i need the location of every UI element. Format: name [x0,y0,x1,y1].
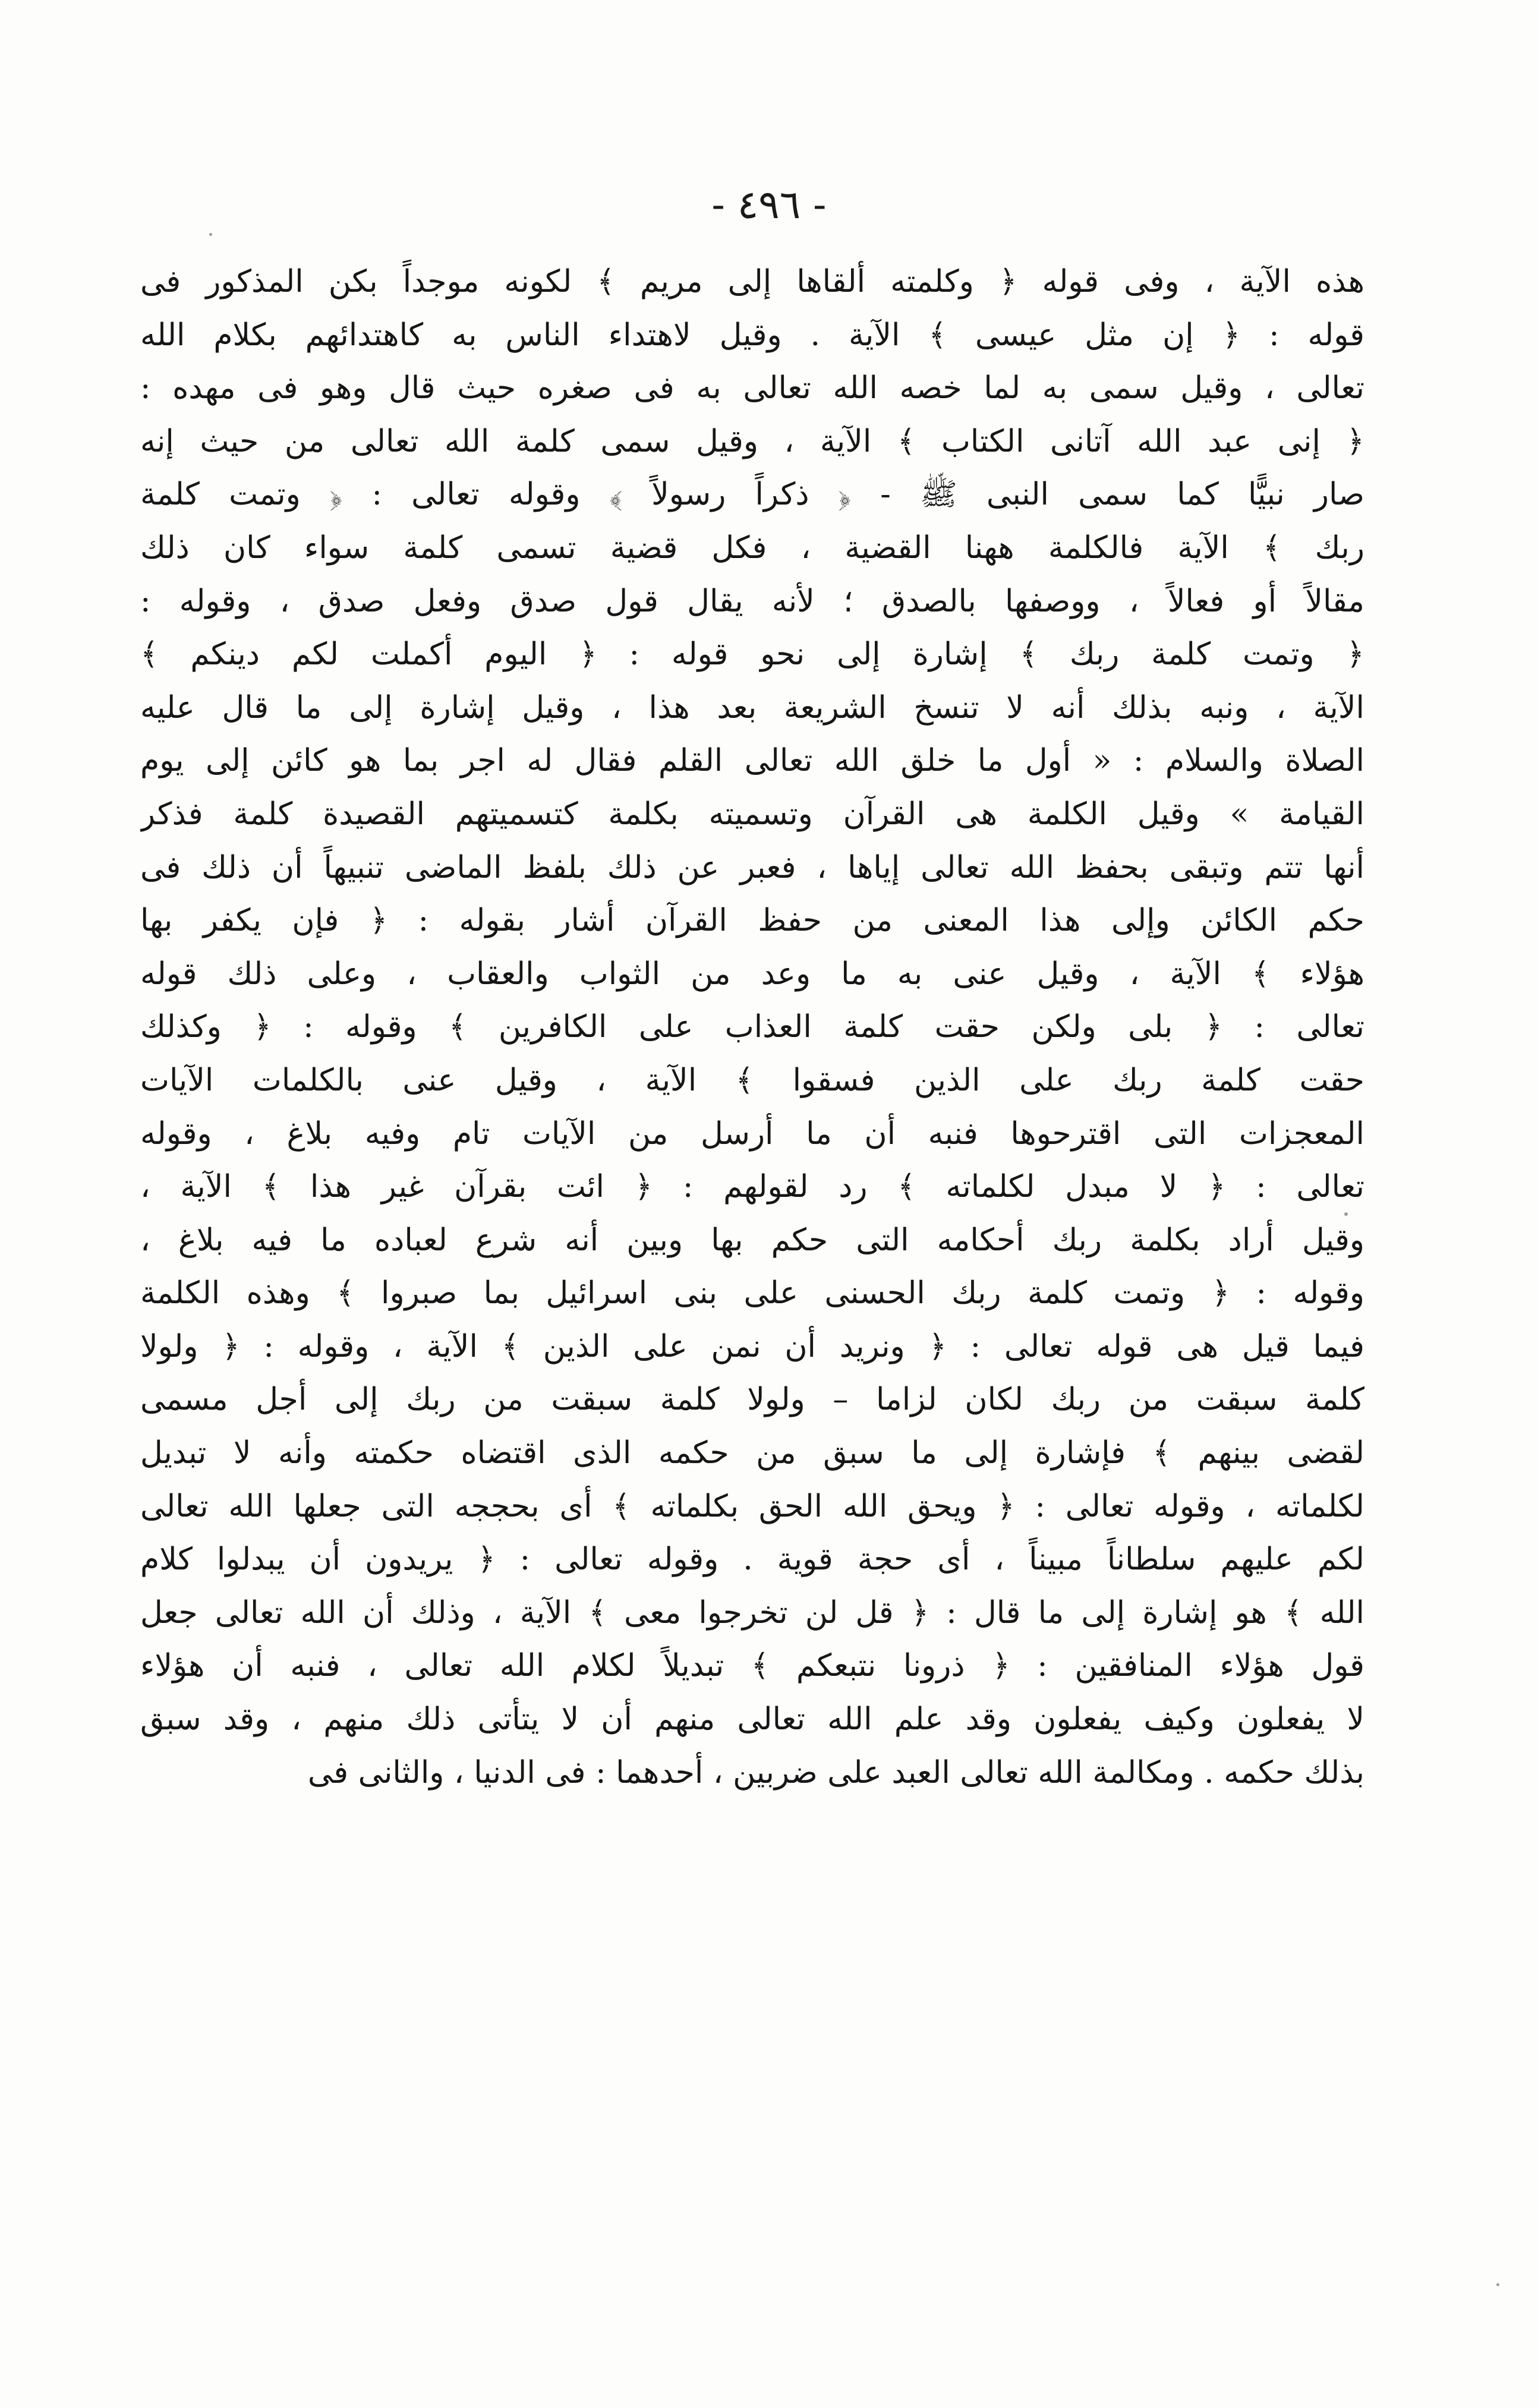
text-line: لقضى بينهم ﴾ فإشارة إلى ما سبق من حكمه الذى اقتضاه حكمته وأنه لا تبديل [140,1435,1364,1471]
text-line: ﴿ إنى عبد الله آتانى الكتاب ﴾ الآية ، وقيل سمى كلمة الله تعالى من حيث إنه [140,423,1364,459]
text-line: لكلماته ، وقوله تعالى : ﴿ ويحق الله الحق بكلماته ﴾ أى بحججه التى جعلها الله تعالى [140,1488,1364,1524]
text-line: تعالى : ﴿ بلى ولكن حقت كلمة العذاب على الكافرين ﴾ وقوله : ﴿ وكذلك [140,1009,1364,1045]
text-line: الآية ، ونبه بذلك أنه لا تنسخ الشريعة بعد هذا ، وقيل إشارة إلى ما قال عليه [140,689,1364,726]
text-line: صار نبيًّا كما سمى النبى ﷺ - ﴿ ذكراً رسولاً ﴾ وقوله تعالى : ﴿ وتمت كلمة [140,477,1364,513]
text-line: فيما قيل هى قوله تعالى : ﴿ ونريد أن نمن على الذين ﴾ الآية ، وقوله : ﴿ ولولا [140,1328,1364,1364]
text-line: ﴿ وتمت كلمة ربك ﴾ إشارة إلى نحو قوله : ﴿ اليوم أكملت لكم دينكم ﴾ [140,636,1364,673]
text-line: قوله : ﴿ إن مثل عيسى ﴾ الآية . وقيل لاهتداء الناس به كاهتدائهم بكلام الله [140,317,1364,353]
text-line: لكم عليهم سلطاناً مبيناً ، أى حجة قوية . وقوله تعالى : ﴿ يريدون أن يبدلوا كلام [140,1542,1364,1578]
text-line: الصلاة والسلام : « أول ما خلق الله تعالى القلم فقال له اجر بما هو كائن إلى يوم [140,743,1364,779]
text-line: تعالى : ﴿ لا مبدل لكلماته ﴾ رد لقولهم : ﴿ ائت بقرآن غير هذا ﴾ الآية ، [140,1169,1364,1205]
page-number: - ٤٩٦ - [711,182,827,228]
text-line: القيامة » وقيل الكلمة هى القرآن وتسميته بكلمة كتسميتهم القصيدة كلمة فذكر [140,796,1364,832]
text-line: قول هؤلاء المنافقين : ﴿ ذرونا نتبعكم ﴾ تبديلاً لكلام الله تعالى ، فنبه أن هؤلاء [140,1648,1364,1684]
text-line: المعجزات التى اقترحوها فنبه أن ما أرسل من الآيات تام وفيه بلاغ ، وقوله [140,1115,1364,1152]
scan-speck [1344,1212,1348,1216]
text-line: وقيل أراد بكلمة ربك أحكامه التى حكم بها وبين أنه شرع لعباده ما فيه بلاغ ، [140,1222,1364,1258]
text-line: الله ﴾ هو إشارة إلى ما قال : ﴿ قل لن تخرجوا معى ﴾ الآية ، وذلك أن الله تعالى جعل [140,1594,1364,1631]
text-line: هؤلاء ﴾ الآية ، وقيل عنى به ما وعد من الثواب والعقاب ، وعلى ذلك قوله [140,956,1364,992]
text-line: حقت كلمة ربك على الذين فسقوا ﴾ الآية ، وقيل عنى بالكلمات الآيات [140,1062,1364,1098]
text-line: بذلك حكمه . ومكالمة الله تعالى العبد على ضربين ، أحدهما : فى الدنيا ، والثانى فى [307,1754,1364,1791]
text-line: تعالى ، وقيل سمى به لما خصه الله تعالى به فى صغره حيث قال وهو فى مهده : [140,370,1364,406]
body-text [140,256,1364,1799]
text-line: مقالاً أو فعالاً ، ووصفها بالصدق ؛ لأنه يقال قول صدق وفعل صدق ، وقوله : [140,583,1364,619]
text-line: لا يفعلون وكيف يفعلون وقد علم الله تعالى منهم أن لا يتأتى ذلك منهم ، وقد سبق [140,1701,1364,1738]
text-line: هذه الآية ، وفى قوله ﴿ وكلمته ألقاها إلى مريم ﴾ لكونه موجداً بكن المذكور فى [140,264,1364,300]
text-line: ربك ﴾ الآية فالكلمة ههنا القضية ، فكل قضية تسمى كلمة سواء كان ذلك [140,529,1364,566]
text-line: حكم الكائن وإلى هذا المعنى من حفظ القرآن أشار بقوله : ﴿ فإن يكفر بها [140,903,1364,939]
scan-speck [1496,2283,1499,2286]
text-line: وقوله : ﴿ وتمت كلمة ربك الحسنى على بنى اسرائيل بما صبروا ﴾ وهذه الكلمة [140,1275,1364,1312]
text-line: أنها تتم وتبقى بحفظ الله تعالى إياها ، فعبر عن ذلك بلفظ الماضى تنبيهاً أن ذلك فى [140,849,1364,885]
scan-speck [209,233,212,236]
text-line: كلمة سبقت من ربك لكان لزاما – ولولا كلمة سبقت من ربك إلى أجل مسمى [140,1382,1364,1418]
